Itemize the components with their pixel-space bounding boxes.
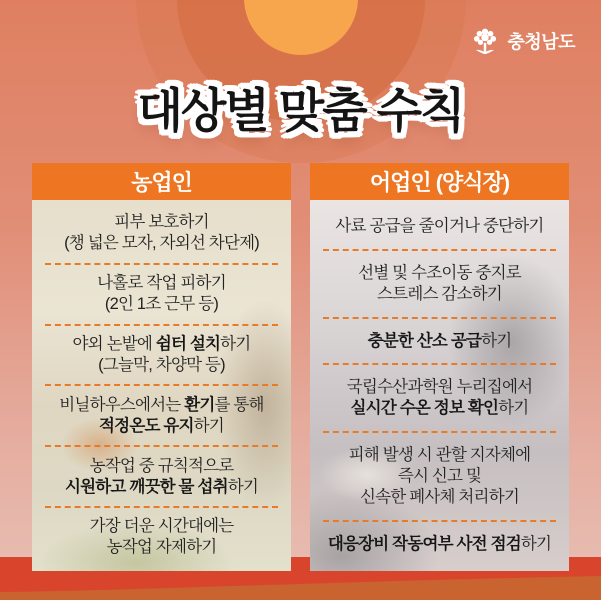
guideline-line: 사료 공급을 줄이거나 중단하기 — [335, 216, 544, 235]
dashed-divider — [323, 520, 556, 522]
guideline-line: 농작업 중 규칙적으로 — [89, 456, 234, 475]
guideline-line: (그늘막, 차양막 등) — [98, 356, 225, 375]
guideline-item — [40, 334, 283, 376]
guideline-line: 대응장비 작동여부 사전 점검하기 — [327, 534, 552, 553]
guideline-item — [318, 377, 561, 419]
dashed-divider — [323, 363, 556, 365]
guideline-line: 충분한 산소 공급하기 — [367, 331, 512, 350]
guideline-line: (2인 1조 근무 등) — [104, 295, 219, 314]
guideline-item — [40, 273, 283, 315]
org-logo — [470, 26, 575, 56]
guideline-item — [318, 216, 561, 237]
guideline-line: (챙 넓은 모자, 자외선 차단제) — [64, 234, 259, 253]
guideline-item — [40, 456, 283, 498]
guideline-line: 실시간 수온 정보 확인하기 — [350, 399, 529, 418]
guideline-item — [318, 331, 561, 352]
guideline-line: 스트레스 감소하기 — [377, 284, 502, 303]
guideline-line: 신속한 폐사체 처리하기 — [360, 488, 519, 507]
panel-header-farmers: 농업인 — [32, 163, 291, 200]
guideline-line: 야외 논밭에 쉼터 설치하기 — [72, 335, 251, 354]
guideline-panels — [32, 163, 569, 571]
dashed-divider — [45, 506, 278, 508]
tree-flower-icon — [470, 26, 500, 56]
org-name: 충청남도 — [507, 32, 575, 52]
guideline-item — [40, 395, 283, 437]
dashed-divider — [323, 317, 556, 319]
guideline-item — [318, 263, 561, 305]
guideline-line: 적정온도 유지하기 — [99, 416, 224, 435]
dashed-divider — [45, 324, 278, 326]
panel-header-fishermen: 어업인 (양식장) — [310, 163, 569, 200]
guideline-line: 피해 발생 시 관할 지자체에 — [348, 446, 531, 465]
fishermen-panel — [310, 163, 569, 571]
dashed-divider — [323, 249, 556, 251]
fishermen-guideline-list — [310, 200, 569, 571]
farmers-guideline-list — [32, 200, 291, 571]
dashed-divider — [45, 263, 278, 265]
dashed-divider — [45, 445, 278, 447]
guideline-item — [318, 534, 561, 555]
guideline-line: 나홀로 작업 피하기 — [97, 274, 226, 293]
guideline-line: 농작업 자제하기 — [106, 538, 217, 557]
guideline-line: 선별 및 수조이동 중지로 — [358, 263, 521, 282]
guideline-line: 시원하고 깨끗한 물 섭취하기 — [64, 477, 259, 496]
dashed-divider — [45, 384, 278, 386]
dashed-divider — [323, 431, 556, 433]
guideline-line: 즉시 신고 및 — [397, 467, 482, 486]
guideline-line: 국립수산과학원 누리집에서 — [346, 378, 533, 397]
guideline-line: 비닐하우스에서는 환기를 통해 — [59, 395, 264, 414]
guideline-line: 가장 더운 시간대에는 — [89, 517, 234, 536]
guideline-line: 피부 보호하기 — [114, 213, 209, 232]
guideline-item — [40, 212, 283, 254]
bottom-wave-graphic — [0, 572, 601, 600]
guideline-item — [40, 516, 283, 558]
poster-title: 대상별 맞춤 수칙 — [137, 84, 464, 137]
farmers-panel — [32, 163, 291, 571]
guideline-item — [318, 445, 561, 508]
